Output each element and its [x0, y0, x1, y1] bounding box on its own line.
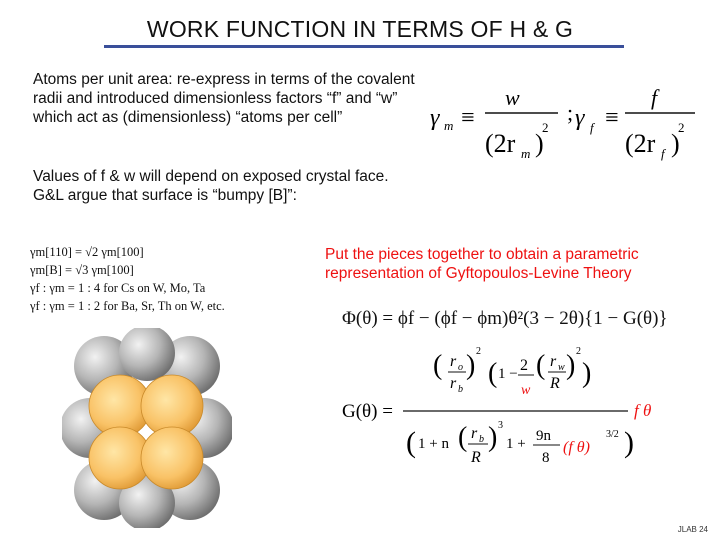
nine-n-label: 9n — [536, 428, 551, 444]
paren-close-ro-rb: ) — [466, 350, 476, 381]
exp-3: 3 — [498, 420, 503, 431]
slide-footer: JLAB 24 — [677, 525, 708, 534]
exp-2: 2 — [476, 346, 481, 357]
gamma-f-symbol: γ — [575, 105, 585, 131]
equiv-symbol-2: ≡ — [605, 105, 619, 131]
denominator-m-close: ) — [535, 129, 544, 158]
paren-open-rw-r: ( — [536, 350, 546, 381]
rw-label: r — [550, 353, 557, 370]
f-theta-denominator: (f θ) — [563, 439, 590, 456]
adsorbate-atom — [141, 427, 203, 489]
denominator-f: (2r — [625, 129, 656, 158]
gamma-definitions-equation — [425, 80, 705, 175]
g-lhs: G(θ) = — [342, 401, 393, 422]
paren-open-ro-rb: ( — [433, 350, 443, 381]
eight-label: 8 — [542, 450, 550, 466]
rw-subscript: w — [558, 362, 565, 373]
one-plus-n: 1 + n — [418, 436, 449, 452]
gamma-m-subscript: m — [444, 118, 454, 133]
g-theta-equation — [338, 342, 688, 482]
paren-open-denominator: ( — [406, 426, 416, 459]
denominator-m-subscript: m — [521, 146, 531, 161]
f-theta-numerator: f θ — [634, 401, 652, 420]
denominator-m: (2r — [485, 129, 516, 158]
r-label: R — [550, 375, 560, 392]
denominator-f-close: ) — [671, 129, 680, 158]
rb-subscript-denominator: b — [479, 434, 484, 445]
phi-equation: Φ(θ) = ϕf − (ϕf − ϕm)θ²(3 − 2θ){1 − G(θ)} — [342, 308, 668, 329]
paren-open-w-term: ( — [488, 358, 498, 389]
r-label-denominator: R — [471, 449, 481, 466]
denominator-f-exp: 2 — [678, 120, 685, 135]
ratio-ba-sr-th: γf : γm = 1 : 2 for Ba, Sr, Th on W, etc. — [30, 299, 225, 313]
gamma-ratio-list — [30, 243, 290, 315]
gamma-f-subscript: f — [590, 120, 594, 135]
exp-2b: 2 — [576, 346, 581, 357]
atom-packing-illustration — [62, 328, 232, 528]
separator: ; — [567, 100, 574, 125]
ro-label: r — [450, 353, 457, 370]
paragraph-crystal-face: Values of f & w will depend on exposed crystal face. G&L argue that surface is “bumpy [B]”: — [33, 168, 389, 204]
paren-close-rb-r: ) — [488, 422, 498, 453]
paragraph-parametric: Put the pieces together to obtain a parametric representation of Gyftopoulos-Levine Theory — [325, 246, 639, 282]
paragraph-atoms-per-area: Atoms per unit area: re-express in terms of the covalent radii and introduced dimensionless factors “f” and “w” which act as (dimensionless) “atoms per cell” — [33, 71, 415, 126]
one-minus: 1 − — [498, 366, 518, 382]
ratio-110: γm[110] = √2 γm[100] — [30, 245, 144, 259]
two-label: 2 — [520, 357, 528, 374]
ratio-cs: γf : γm = 1 : 4 for Cs on W, Mo, Ta — [30, 281, 206, 295]
numerator-f: f — [651, 85, 658, 110]
rb-label-denominator: r — [471, 425, 478, 442]
ratio-bumpy: γm[B] = √3 γm[100] — [30, 263, 134, 277]
title-underline — [104, 45, 624, 48]
paren-close-denominator: ) — [624, 426, 634, 459]
paren-close-rw-r: ) — [566, 350, 576, 381]
equiv-symbol-1: ≡ — [461, 105, 475, 131]
rb-label: r — [450, 375, 457, 392]
denominator-f-subscript: f — [661, 146, 665, 161]
exp-three-halves: 3/2 — [606, 429, 619, 440]
ro-subscript: o — [458, 362, 463, 373]
rb-subscript: b — [458, 384, 463, 395]
w-parameter: w — [521, 383, 531, 398]
numerator-w: w — [505, 85, 520, 110]
paren-open-rb-r: ( — [458, 422, 468, 453]
denominator-m-exp: 2 — [542, 120, 549, 135]
paren-close-w-term: ) — [582, 358, 592, 389]
one-plus: 1 + — [506, 436, 526, 452]
gamma-m-symbol: γ — [430, 105, 440, 131]
slide-title: WORK FUNCTION IN TERMS OF H & G — [146, 16, 574, 42]
